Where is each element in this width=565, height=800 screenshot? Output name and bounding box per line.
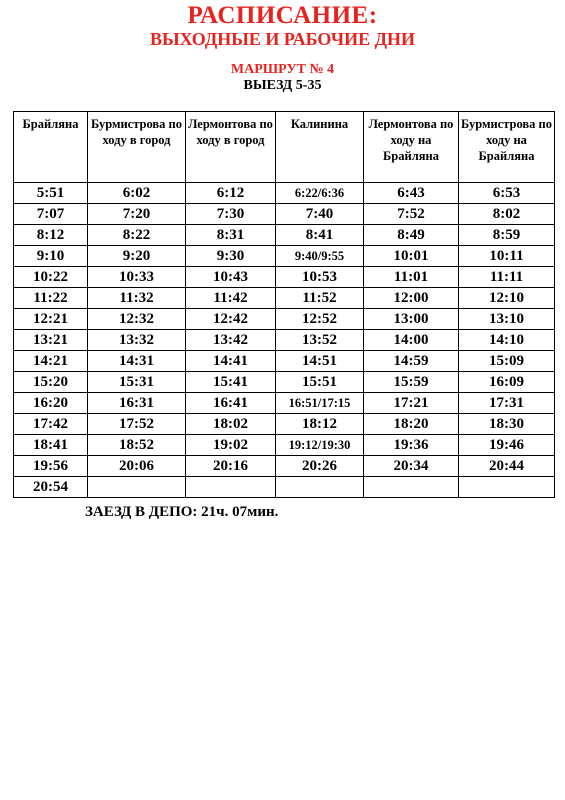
- column-header: Калинина: [276, 112, 364, 183]
- table-header-row: [14, 112, 555, 183]
- table-row: [14, 204, 555, 225]
- depot-return-note: ЗАЕЗД В ДЕПО: 21ч. 07мин.: [85, 504, 279, 520]
- table-cell: 16:51/17:15: [276, 393, 364, 414]
- table-cell: 20:06: [88, 456, 186, 477]
- table-cell: 19:56: [14, 456, 88, 477]
- table-cell: 19:02: [186, 435, 276, 456]
- page-title: РАСПИСАНИЕ:: [187, 2, 378, 29]
- route-number: МАРШРУТ № 4: [230, 62, 335, 77]
- table-cell: 18:20: [364, 414, 459, 435]
- table-row: [14, 183, 555, 204]
- table-cell: 14:10: [459, 330, 555, 351]
- table-row: [14, 456, 555, 477]
- page-subtitle: ВЫХОДНЫЕ И РАБОЧИЕ ДНИ: [149, 29, 416, 49]
- table-cell: 12:10: [459, 288, 555, 309]
- table-cell: 20:34: [364, 456, 459, 477]
- table-cell: 9:10: [14, 246, 88, 267]
- departure-time: ВЫЕЗД 5-35: [243, 78, 322, 93]
- table-row: [14, 246, 555, 267]
- table-cell: 11:01: [364, 267, 459, 288]
- table-cell: 12:21: [14, 309, 88, 330]
- table-cell: 11:11: [459, 267, 555, 288]
- column-header: Бурмистрова по ходу в город: [88, 112, 186, 183]
- table-cell: 9:40/9:55: [276, 246, 364, 267]
- table-cell: 18:52: [88, 435, 186, 456]
- table-cell: 10:01: [364, 246, 459, 267]
- table-cell: [364, 477, 459, 498]
- table-cell: 7:20: [88, 204, 186, 225]
- table-cell: 13:32: [88, 330, 186, 351]
- table-row: [14, 225, 555, 246]
- table-cell: 7:52: [364, 204, 459, 225]
- table-cell: [88, 477, 186, 498]
- table-cell: 10:53: [276, 267, 364, 288]
- table-cell: 6:43: [364, 183, 459, 204]
- table-cell: 11:42: [186, 288, 276, 309]
- table-cell: 15:41: [186, 372, 276, 393]
- table-cell: 16:31: [88, 393, 186, 414]
- table-cell: 6:12: [186, 183, 276, 204]
- table-cell: 9:30: [186, 246, 276, 267]
- table-cell: 14:51: [276, 351, 364, 372]
- table-cell: 19:46: [459, 435, 555, 456]
- table-cell: 13:10: [459, 309, 555, 330]
- table-row: [14, 372, 555, 393]
- table-cell: 20:26: [276, 456, 364, 477]
- table-cell: 11:52: [276, 288, 364, 309]
- table-cell: 20:54: [14, 477, 88, 498]
- table-cell: 19:36: [364, 435, 459, 456]
- table-cell: 10:33: [88, 267, 186, 288]
- table-row: [14, 414, 555, 435]
- table-cell: 11:22: [14, 288, 88, 309]
- column-header: Лермонтова по ходу в город: [186, 112, 276, 183]
- table-cell: 9:20: [88, 246, 186, 267]
- table-cell: 15:20: [14, 372, 88, 393]
- table-cell: 8:41: [276, 225, 364, 246]
- table-cell: 7:07: [14, 204, 88, 225]
- table-cell: 12:32: [88, 309, 186, 330]
- table-cell: 15:31: [88, 372, 186, 393]
- table-cell: 13:52: [276, 330, 364, 351]
- table-cell: 14:59: [364, 351, 459, 372]
- table-cell: 18:41: [14, 435, 88, 456]
- table-cell: 12:00: [364, 288, 459, 309]
- table-cell: 11:32: [88, 288, 186, 309]
- table-cell: 17:52: [88, 414, 186, 435]
- table-cell: [276, 477, 364, 498]
- table-cell: 7:40: [276, 204, 364, 225]
- table-cell: 10:11: [459, 246, 555, 267]
- table-cell: 18:02: [186, 414, 276, 435]
- table-cell: 5:51: [14, 183, 88, 204]
- table-cell: 15:51: [276, 372, 364, 393]
- table-cell: 10:22: [14, 267, 88, 288]
- table-cell: 16:41: [186, 393, 276, 414]
- table-cell: 7:30: [186, 204, 276, 225]
- table-cell: 8:12: [14, 225, 88, 246]
- table-cell: 8:22: [88, 225, 186, 246]
- table-cell: 6:02: [88, 183, 186, 204]
- table-row: [14, 267, 555, 288]
- table-cell: 15:09: [459, 351, 555, 372]
- table-cell: 8:49: [364, 225, 459, 246]
- table-cell: 10:43: [186, 267, 276, 288]
- table-row: [14, 393, 555, 414]
- table-cell: [459, 477, 555, 498]
- table-cell: 19:12/19:30: [276, 435, 364, 456]
- table-cell: 18:30: [459, 414, 555, 435]
- table-cell: 16:09: [459, 372, 555, 393]
- column-header: Брайляна: [14, 112, 88, 183]
- table-row: [14, 477, 555, 498]
- table-cell: 8:02: [459, 204, 555, 225]
- table-cell: 17:42: [14, 414, 88, 435]
- table-row: [14, 309, 555, 330]
- table-cell: 13:42: [186, 330, 276, 351]
- table-cell: 13:21: [14, 330, 88, 351]
- table-cell: 17:31: [459, 393, 555, 414]
- table-cell: 8:31: [186, 225, 276, 246]
- table-cell: 14:00: [364, 330, 459, 351]
- table-cell: 20:44: [459, 456, 555, 477]
- table-cell: 14:31: [88, 351, 186, 372]
- schedule-table: [13, 111, 555, 498]
- table-cell: 13:00: [364, 309, 459, 330]
- table-row: [14, 435, 555, 456]
- table-cell: 14:21: [14, 351, 88, 372]
- column-header: Лермонтова по ходу на Брайляна: [364, 112, 459, 183]
- table-cell: 8:59: [459, 225, 555, 246]
- table-row: [14, 288, 555, 309]
- table-row: [14, 351, 555, 372]
- table-cell: 17:21: [364, 393, 459, 414]
- table-cell: 18:12: [276, 414, 364, 435]
- table-cell: 6:22/6:36: [276, 183, 364, 204]
- table-cell: 12:52: [276, 309, 364, 330]
- table-cell: 20:16: [186, 456, 276, 477]
- table-cell: 16:20: [14, 393, 88, 414]
- table-cell: 12:42: [186, 309, 276, 330]
- table-cell: 6:53: [459, 183, 555, 204]
- table-row: [14, 330, 555, 351]
- table-cell: 15:59: [364, 372, 459, 393]
- table-cell: 14:41: [186, 351, 276, 372]
- column-header: Бурмистрова по ходу на Брайляна: [459, 112, 555, 183]
- table-cell: [186, 477, 276, 498]
